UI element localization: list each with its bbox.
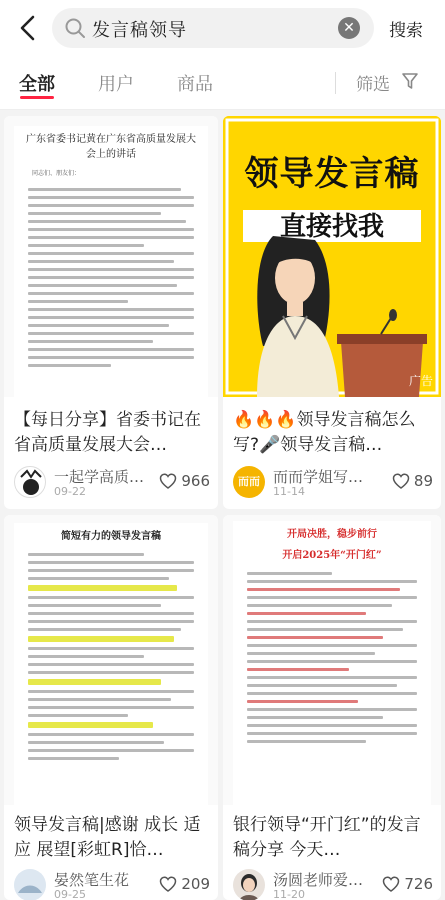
avatar[interactable] [233,466,265,498]
like-count: 966 [181,472,210,490]
author-name[interactable]: 而而学姐写… [273,468,364,486]
post-date: 09-22 [54,485,86,498]
like-count: 726 [404,875,433,893]
document-greeting: 同志们、朋友们： [32,170,81,177]
like-button[interactable] [392,472,433,490]
document-page [14,523,208,805]
note-card[interactable] [223,515,441,900]
card-cover [4,116,218,397]
avatar[interactable] [14,869,46,900]
avatar[interactable] [233,869,265,900]
author-name[interactable]: 晏然笔生花 [54,871,130,889]
like-count: 89 [413,472,433,490]
document-body [14,544,208,769]
search-button[interactable]: 搜索 [389,21,423,41]
card-cover [223,116,441,397]
active-tab-indicator [20,96,54,99]
like-button[interactable] [382,875,433,893]
tab-users[interactable]: 用户 [98,74,134,95]
filter-button[interactable]: 筛选 [356,75,390,95]
author-row [14,869,210,900]
card-title[interactable]: 银行领导“开门红”的发言稿分享 今天… [233,815,421,860]
post-date: 11-20 [273,888,305,900]
author-row [233,869,433,900]
cover-headline: 领导发言稿 [244,154,420,194]
note-card[interactable] [4,515,218,900]
document-body [14,179,208,376]
card-title[interactable]: 🔥🔥🔥领导发言稿怎么写?🎤领导发言稿… [233,410,416,455]
ad-badge: 广告 [408,374,433,388]
document-page [14,126,208,397]
author-name[interactable]: 汤圆老师爱… [273,871,364,889]
like-button[interactable] [159,472,210,490]
back-arrow-icon[interactable] [14,12,42,44]
author-name[interactable]: 一起学高质… [54,468,145,486]
heart-icon [392,473,410,489]
avatar-text: 而而 [238,475,260,488]
document-body [233,563,431,752]
tab-all[interactable]: 全部 [19,74,55,95]
document-page [233,521,431,805]
author-row [233,466,433,502]
post-date: 09-25 [54,888,86,900]
document-title: 简短有力的领导发言稿 [61,531,161,542]
document-title: 广东省委书记黄在广东省高质量发展大会上的讲话 [26,134,196,160]
card-title[interactable]: 【每日分享】省委书记在省高质量发展大会… [14,410,201,455]
ad-card[interactable] [223,116,441,509]
document-subtitle: 开启2025年“开门红” [282,550,382,561]
funnel-icon[interactable] [401,72,419,90]
card-cover [4,515,218,805]
like-button[interactable] [159,875,210,893]
card-title[interactable]: 领导发言稿|感谢 成长 适应 展望[彩虹R]恰… [14,815,201,860]
cover-subheadline: 直接找我 [279,212,384,242]
search-icon [64,17,86,39]
note-card[interactable] [4,116,218,509]
heart-icon [159,876,177,892]
card-cover [223,515,441,805]
post-date: 11-14 [273,485,305,498]
heart-icon [159,473,177,489]
search-input[interactable] [52,8,374,48]
tab-bar [0,56,445,110]
clear-icon[interactable]: ✕ [338,17,360,39]
like-count: 209 [181,875,210,893]
search-query: 发言稿领导 [92,20,187,41]
tab-products[interactable]: 商品 [177,74,213,95]
avatar[interactable] [14,466,46,498]
heart-icon [382,876,400,892]
divider [335,72,336,94]
author-row [14,466,210,502]
document-title: 开局决胜，稳步前行 [287,529,377,540]
top-bar [0,0,445,56]
